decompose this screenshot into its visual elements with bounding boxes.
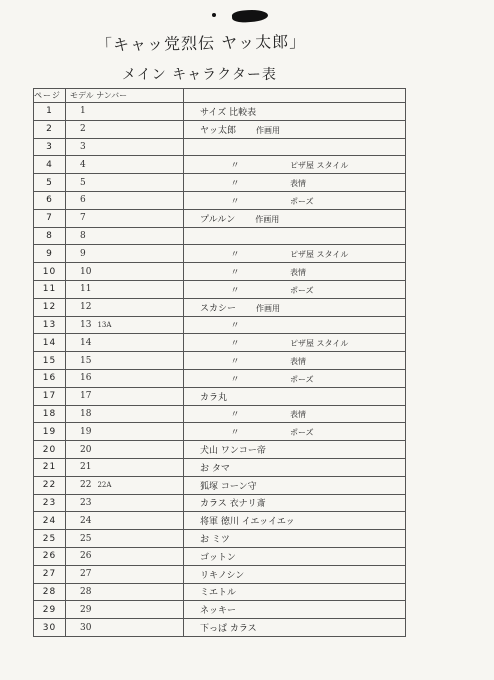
row-ditto-mark: 〃 xyxy=(230,161,240,172)
row-page-number: 16 xyxy=(34,369,66,387)
row-ditto-mark: 〃 xyxy=(230,410,240,421)
row-model-number-cell xyxy=(66,619,184,637)
row-name-cell xyxy=(184,512,406,530)
row-note: 表情 xyxy=(290,357,306,367)
row-model-number: 11 xyxy=(80,284,92,295)
row-name-cell xyxy=(184,565,406,583)
row-model-number: 18 xyxy=(80,408,92,419)
row-model-number: 15 xyxy=(80,355,92,366)
table-row xyxy=(34,565,406,583)
row-ditto-mark: 〃 xyxy=(230,179,240,190)
row-note: 作画用 xyxy=(255,214,280,224)
row-page-number: 18 xyxy=(34,405,66,423)
row-model-number-cell xyxy=(66,387,184,405)
row-character-name: スカシー xyxy=(200,303,237,314)
table-row xyxy=(34,316,406,334)
row-name-cell xyxy=(184,423,406,441)
row-model-number-cell xyxy=(66,601,184,619)
row-page-number: 2 xyxy=(34,120,66,138)
table-row xyxy=(34,601,406,619)
row-page-number: 17 xyxy=(34,387,66,405)
row-model-number-cell xyxy=(66,174,184,192)
row-model-number: 1 xyxy=(80,106,86,117)
row-model-number: 13 xyxy=(80,319,92,330)
row-name-cell xyxy=(184,191,406,209)
character-table xyxy=(33,88,406,637)
row-page-number: 12 xyxy=(34,298,66,316)
row-model-number-cell xyxy=(66,138,184,156)
row-note: ポーズ xyxy=(290,374,314,384)
row-ditto-mark: 〃 xyxy=(230,357,240,368)
table-body xyxy=(34,103,406,637)
row-model-number-cell xyxy=(66,156,184,174)
row-character-name: ミエトル xyxy=(200,588,237,599)
row-model-number-cell xyxy=(66,191,184,209)
row-page-number: 15 xyxy=(34,352,66,370)
table-row xyxy=(34,494,406,512)
row-character-name: 下っぱ カラス xyxy=(200,624,257,634)
row-name-cell xyxy=(184,245,406,263)
row-character-name: サイズ 比較表 xyxy=(200,107,257,118)
row-model-number: 7 xyxy=(80,213,86,224)
row-model-number: 5 xyxy=(80,177,86,188)
table-row xyxy=(34,227,406,245)
row-name-cell xyxy=(184,316,406,334)
row-name-cell xyxy=(184,298,406,316)
row-model-number: 9 xyxy=(80,248,86,259)
row-page-number: 25 xyxy=(34,530,66,548)
row-model-number-cell xyxy=(66,547,184,565)
table-row xyxy=(34,619,406,637)
row-model-number-cell xyxy=(66,227,184,245)
row-name-cell xyxy=(184,120,406,138)
row-page-number: 1 xyxy=(34,103,66,121)
row-model-number-cell xyxy=(66,298,184,316)
row-model-number: 3 xyxy=(80,141,86,152)
table-row xyxy=(34,334,406,352)
row-model-number-cell xyxy=(66,423,184,441)
row-ditto-mark: 〃 xyxy=(230,428,240,439)
row-character-name: カラス 衣ナリ斎 xyxy=(200,499,266,510)
row-ditto-mark: 〃 xyxy=(230,321,240,332)
row-character-name: お タマ xyxy=(200,463,230,474)
table-row xyxy=(34,530,406,548)
row-page-number: 3 xyxy=(34,138,66,156)
row-name-cell xyxy=(184,476,406,494)
table-row xyxy=(34,387,406,405)
row-model-number-cell xyxy=(66,565,184,583)
row-note: ピザ屋 スタイル xyxy=(290,339,349,349)
row-character-name: ヤッ太郎 xyxy=(200,125,237,136)
row-name-cell xyxy=(184,227,406,245)
row-name-cell xyxy=(184,494,406,512)
row-name-cell xyxy=(184,263,406,281)
row-page-number: 22 xyxy=(34,476,66,494)
ink-dot xyxy=(212,13,216,17)
row-name-cell xyxy=(184,209,406,227)
row-page-number: 29 xyxy=(34,601,66,619)
header-model-number: モデル ナンバー xyxy=(66,89,184,103)
row-page-number: 14 xyxy=(34,334,66,352)
row-page-number: 5 xyxy=(34,174,66,192)
row-note: 作画用 xyxy=(256,125,281,135)
table-row xyxy=(34,209,406,227)
row-name-cell xyxy=(184,156,406,174)
row-page-number: 10 xyxy=(34,263,66,281)
row-model-number-cell xyxy=(66,530,184,548)
header-page: ページ xyxy=(34,89,66,103)
row-page-number: 13 xyxy=(34,316,66,334)
table-row xyxy=(34,280,406,298)
row-note: 表情 xyxy=(290,268,306,278)
row-model-number: 19 xyxy=(80,426,92,437)
table-row xyxy=(34,174,406,192)
row-model-number-cell xyxy=(66,476,184,494)
row-model-number-cell xyxy=(66,458,184,476)
row-page-number: 20 xyxy=(34,441,66,459)
row-model-number-cell xyxy=(66,334,184,352)
row-model-number: 14 xyxy=(80,337,92,348)
row-model-number: 8 xyxy=(80,230,86,241)
row-model-number-cell xyxy=(66,583,184,601)
table-row xyxy=(34,458,406,476)
row-name-cell xyxy=(184,103,406,121)
row-model-number-cell xyxy=(66,352,184,370)
row-model-sub-number: 13A xyxy=(97,320,112,329)
row-name-cell xyxy=(184,280,406,298)
row-page-number: 23 xyxy=(34,494,66,512)
row-model-number-cell xyxy=(66,405,184,423)
row-note: 作画用 xyxy=(256,303,281,313)
table-row xyxy=(34,245,406,263)
table-row xyxy=(34,191,406,209)
row-model-number-cell xyxy=(66,209,184,227)
table-row xyxy=(34,441,406,459)
row-character-name: お ミツ xyxy=(200,535,230,546)
row-model-number-cell xyxy=(66,103,184,121)
row-note: ポーズ xyxy=(290,285,314,295)
row-model-number: 29 xyxy=(80,604,92,615)
table-row xyxy=(34,547,406,565)
row-note: ポーズ xyxy=(290,428,314,438)
row-model-number-cell xyxy=(66,512,184,530)
row-model-number-cell xyxy=(66,120,184,138)
row-name-cell xyxy=(184,583,406,601)
row-name-cell xyxy=(184,334,406,352)
row-name-cell xyxy=(184,458,406,476)
row-name-cell xyxy=(184,530,406,548)
row-model-number-cell xyxy=(66,494,184,512)
document-subtitle: メイン キャラクター表 xyxy=(122,67,277,83)
row-character-name: プルルン xyxy=(200,214,236,225)
table-row xyxy=(34,423,406,441)
row-note: 表情 xyxy=(290,410,306,420)
row-model-number: 30 xyxy=(80,622,92,633)
row-name-cell xyxy=(184,387,406,405)
table-row xyxy=(34,405,406,423)
row-model-number: 27 xyxy=(80,569,92,580)
row-name-cell xyxy=(184,619,406,637)
table-row xyxy=(34,352,406,370)
row-model-number: 10 xyxy=(80,266,92,277)
table-row xyxy=(34,512,406,530)
row-model-number-cell xyxy=(66,316,184,334)
row-model-number-cell xyxy=(66,280,184,298)
row-model-number: 16 xyxy=(80,373,92,384)
row-name-cell xyxy=(184,405,406,423)
row-character-name: 犬山 ワンコー帝 xyxy=(200,446,266,457)
row-page-number: 11 xyxy=(34,280,66,298)
row-character-name: リキノシン xyxy=(200,570,245,581)
table-row xyxy=(34,476,406,494)
row-ditto-mark: 〃 xyxy=(230,268,240,279)
row-note: ポーズ xyxy=(290,196,314,206)
row-page-number: 19 xyxy=(34,423,66,441)
row-character-name: ネッキー xyxy=(200,606,237,617)
row-page-number: 24 xyxy=(34,512,66,530)
table-row xyxy=(34,369,406,387)
row-note: ピザ屋 スタイル xyxy=(290,250,349,260)
row-page-number: 6 xyxy=(34,191,66,209)
row-model-number: 24 xyxy=(80,515,92,526)
row-model-number: 23 xyxy=(80,497,92,508)
table-row xyxy=(34,103,406,121)
row-ditto-mark: 〃 xyxy=(230,374,240,385)
row-model-number: 21 xyxy=(80,462,92,473)
header-name xyxy=(184,89,406,103)
row-page-number: 9 xyxy=(34,245,66,263)
row-note: ピザ屋 スタイル xyxy=(290,161,349,171)
table-row xyxy=(34,156,406,174)
row-model-number-cell xyxy=(66,263,184,281)
row-name-cell xyxy=(184,369,406,387)
row-model-number-cell xyxy=(66,441,184,459)
table-row xyxy=(34,138,406,156)
table-header-row xyxy=(34,89,406,103)
row-model-number: 12 xyxy=(80,302,92,313)
row-page-number: 26 xyxy=(34,547,66,565)
row-model-number-cell xyxy=(66,369,184,387)
row-model-number: 22 xyxy=(80,480,92,491)
row-page-number: 4 xyxy=(34,156,66,174)
table-row xyxy=(34,298,406,316)
row-name-cell xyxy=(184,138,406,156)
row-character-name: カラ丸 xyxy=(200,392,228,403)
row-page-number: 7 xyxy=(34,209,66,227)
row-note: 表情 xyxy=(290,179,306,189)
row-name-cell xyxy=(184,547,406,565)
row-name-cell xyxy=(184,174,406,192)
row-ditto-mark: 〃 xyxy=(230,196,240,207)
row-name-cell xyxy=(184,601,406,619)
ink-blot xyxy=(232,9,269,23)
row-character-name: ゴットン xyxy=(200,552,236,563)
row-page-number: 28 xyxy=(34,583,66,601)
row-ditto-mark: 〃 xyxy=(230,339,240,350)
row-model-number: 6 xyxy=(80,195,86,206)
row-model-number: 17 xyxy=(80,391,92,402)
row-character-name: 狐塚 コーン守 xyxy=(200,481,257,492)
row-model-number: 25 xyxy=(80,533,92,544)
table-row xyxy=(34,583,406,601)
row-page-number: 30 xyxy=(34,619,66,637)
row-name-cell xyxy=(184,352,406,370)
row-model-number: 26 xyxy=(80,551,92,562)
row-page-number: 8 xyxy=(34,227,66,245)
row-model-number: 2 xyxy=(80,124,86,135)
row-model-sub-number: 22A xyxy=(97,481,112,490)
row-name-cell xyxy=(184,441,406,459)
table-row xyxy=(34,263,406,281)
row-page-number: 27 xyxy=(34,565,66,583)
row-character-name: 将軍 徳川 イエッイエッ xyxy=(200,517,295,528)
row-page-number: 21 xyxy=(34,458,66,476)
table-row xyxy=(34,120,406,138)
document-title: 「キャッ党烈伝 ヤッ太郎」 xyxy=(95,31,307,55)
row-ditto-mark: 〃 xyxy=(230,285,240,296)
row-model-number-cell xyxy=(66,245,184,263)
row-ditto-mark: 〃 xyxy=(230,250,240,261)
row-model-number: 28 xyxy=(80,586,92,597)
row-model-number: 4 xyxy=(80,159,86,170)
row-model-number: 20 xyxy=(80,444,92,455)
